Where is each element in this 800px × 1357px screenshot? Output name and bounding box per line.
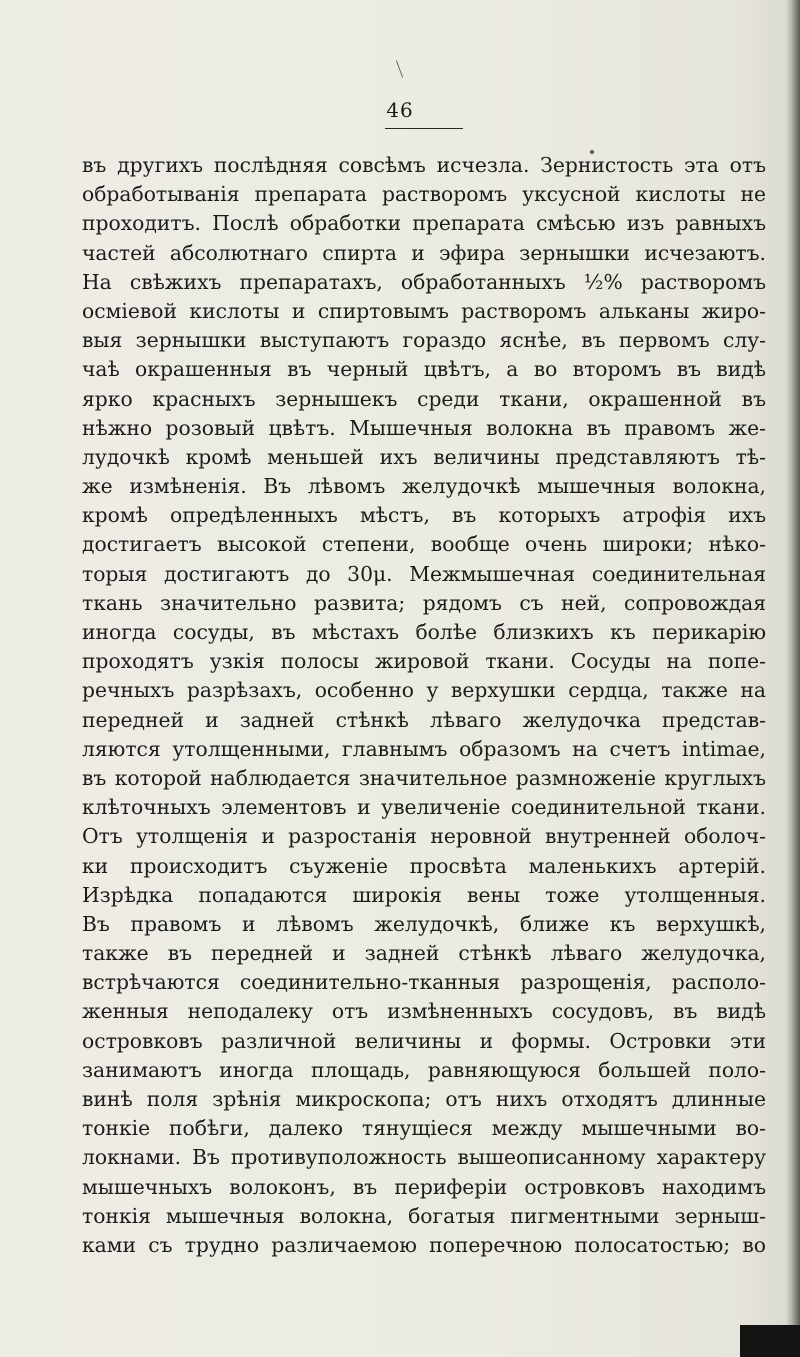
text-line: Отъ утолщенія и разростанія неровной внутренней оболоч- [82, 824, 766, 849]
text-line: достигаетъ высокой степени, вообще очень широки; нѣко- [82, 532, 766, 557]
text-line: тонкія мышечныя волокна, богатыя пигментными зерныш- [82, 1203, 766, 1228]
page-edge-shadow [786, 0, 800, 1357]
text-line: мышечныхъ волоконъ, въ периферіи островковъ находимъ [82, 1174, 766, 1199]
page-number: 46 [386, 98, 414, 122]
text-line: ляются утолщенными, главнымъ образомъ на счетъ intimae, [82, 736, 766, 761]
text-line: въ другихъ послѣдняя совсѣмъ исчезла. Зернистость эта отъ [82, 153, 766, 177]
text-line: въ которой наблюдается значительное размноженіе круглыхъ [82, 765, 766, 790]
text-line: тонкіе побѣги, далеко тянущіеся между мышечными во- [82, 1116, 766, 1141]
text-line: осміевой кислоты и спиртовымъ растворомъ альканы жиро- [82, 298, 766, 323]
text-line: Въ правомъ и лѣвомъ желудочкѣ, ближе къ верхушкѣ, [82, 911, 766, 936]
text-line: ткань значительно развита; рядомъ съ ней, сопровождая [82, 590, 766, 615]
text-line: занимаютъ иногда площадь, равняющуюся большей поло- [82, 1057, 766, 1082]
text-line: островковъ различной величины и формы. Островки эти [82, 1028, 766, 1053]
text-line: выя зернышки выступаютъ гораздо яснѣе, въ первомъ слу- [82, 328, 766, 353]
text-line: кромѣ опредѣленныхъ мѣстъ, въ которыхъ атрофія ихъ [82, 503, 766, 528]
text-line: передней и задней стѣнкѣ лѣваго желудочка представ- [82, 707, 766, 732]
text-line: ками съ трудно различаемою поперечною полосатостью; во [82, 1232, 766, 1257]
text-line: Изрѣдка попадаются широкія вены тоже утолщенныя. [82, 882, 766, 907]
text-line: лудочкѣ кромѣ меньшей ихъ величины представляютъ тѣ- [82, 444, 766, 469]
text-line: проходитъ. Послѣ обработки препарата смѣсью изъ равныхъ [82, 211, 766, 236]
text-line: встрѣчаются соединительно-тканныя разрощенія, располо- [82, 970, 766, 995]
text-line: локнами. Въ противуположность вышеописанному характеру [82, 1145, 766, 1170]
page-number-underline [385, 128, 463, 129]
text-line: На свѣжихъ препаратахъ, обработанныхъ ½% растворомъ [82, 269, 766, 294]
text-line: обработыванія препарата растворомъ уксусной кислоты не [82, 182, 766, 207]
text-line: также въ передней и задней стѣнкѣ лѣваго желудочка, [82, 941, 766, 966]
body-text [82, 151, 766, 1260]
text-line: частей абсолютнаго спирта и эфира зернышки исчезаютъ. [82, 240, 766, 265]
text-line: речныхъ разрѣзахъ, особенно у верхушки сердца, также на [82, 678, 766, 703]
text-line: нѣжно розовый цвѣтъ. Мышечныя волокна въ правомъ же- [82, 415, 766, 440]
scan-corner-shadow [740, 1325, 800, 1357]
text-line: проходятъ узкія полосы жировой ткани. Сосуды на попе- [82, 649, 766, 674]
text-line: торыя достигаютъ до 30μ. Межмышечная соединительная [82, 561, 766, 586]
text-line: ярко красныхъ зернышекъ среди ткани, окрашенной въ [82, 386, 766, 411]
text-line: женныя неподалеку отъ измѣненныхъ сосудовъ, въ видѣ [82, 999, 766, 1024]
text-line: чаѣ окрашенныя въ черный цвѣтъ, а во второмъ въ видѣ [82, 357, 766, 382]
margin-tick-mark [396, 60, 403, 77]
text-line: клѣточныхъ элементовъ и увеличеніе соединительной ткани. [82, 795, 766, 820]
text-line: ки происходитъ съуженіе просвѣта маленькихъ артерій. [82, 853, 766, 878]
text-line: иногда сосуды, въ мѣстахъ болѣе близкихъ къ перикарію [82, 620, 766, 644]
text-line: винѣ поля зрѣнія микроскопа; отъ нихъ отходятъ длинные [82, 1087, 766, 1111]
text-line: же измѣненія. Въ лѣвомъ желудочкѣ мышечныя волокна, [82, 474, 766, 499]
